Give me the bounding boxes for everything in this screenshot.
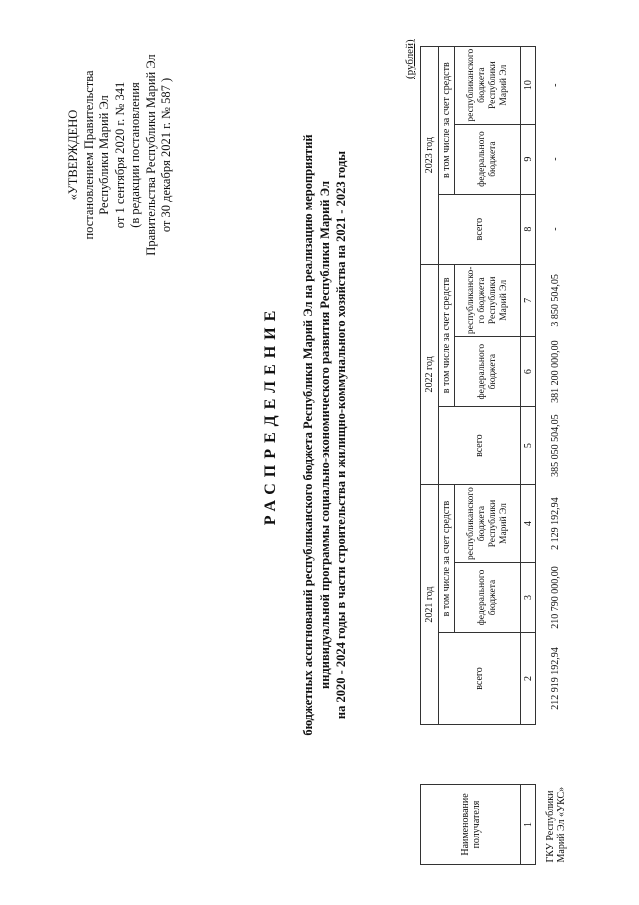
approval-line: Правительства Республики Марий Эл xyxy=(143,54,158,256)
row-value: 385 050 504,05 xyxy=(550,414,562,477)
table-row xyxy=(536,46,576,864)
row-recipient-name: ГКУ Республики Марий Эл «УКС» xyxy=(544,786,567,863)
header-republican-2023: республиканского бюджета Республики Марий Эл xyxy=(455,46,521,124)
header-year-2022: 2022 год xyxy=(421,264,439,485)
header-including-2023: в том числе за счет средств xyxy=(439,46,455,194)
header-republican-2021: республиканского бюджета Республики Марий Эл xyxy=(455,485,521,563)
col-number: 1 xyxy=(521,785,536,865)
header-year-2023: 2023 год xyxy=(421,46,439,264)
row-value: - xyxy=(550,227,562,231)
header-year-2021: 2021 год xyxy=(421,485,439,725)
header-including-2021: в том числе за счет средств xyxy=(439,485,455,633)
header-federal-2023: федерального бюджета xyxy=(455,124,521,194)
header-total-2022: всего xyxy=(439,407,521,485)
row-value: 210 790 000,00 xyxy=(550,566,562,629)
col-number: 2 xyxy=(521,633,536,725)
unit-label xyxy=(404,39,416,79)
row-value: 3 850 504,05 xyxy=(550,274,562,327)
col-number: 5 xyxy=(521,407,536,485)
document-subtitle xyxy=(300,5,350,865)
row-value: - xyxy=(550,157,562,161)
row-value: 212 919 192,94 xyxy=(550,647,562,710)
unit-text: (рублей) xyxy=(404,39,416,79)
header-total-2021: всего xyxy=(439,633,521,725)
header-total-2023: всего xyxy=(439,194,521,264)
approval-line: от 30 декабря 2021 г. № 587 ) xyxy=(159,77,173,233)
approval-block xyxy=(66,45,175,265)
approval-line: Республики Марий Эл xyxy=(97,95,111,215)
approval-line: (в редакции постановления xyxy=(128,82,142,228)
header-federal-2022: федерального бюджета xyxy=(455,337,521,407)
row-value: - xyxy=(550,83,562,87)
row-value: 2 129 192,94 xyxy=(550,497,562,550)
col-number: 4 xyxy=(521,485,536,563)
row-value: 381 200 000,00 xyxy=(550,340,562,403)
col-number: 7 xyxy=(521,264,536,337)
col-number: 3 xyxy=(521,563,536,633)
approval-line: «УТВЕРЖДЕНО xyxy=(66,109,80,201)
subtitle-line: индивидуальной программы социально-экономического развития Республики Марий Эл xyxy=(317,181,332,689)
col-number: 10 xyxy=(521,46,536,124)
allocation-table xyxy=(420,46,576,865)
document-heading: РАСПРЕДЕЛЕНИЕ xyxy=(262,304,279,526)
header-republican-2022: республиканско-го бюджета Республики Марий Эл xyxy=(455,264,521,337)
col-number: 9 xyxy=(521,124,536,194)
header-federal-2021: федерального бюджета xyxy=(455,563,521,633)
col-number: 6 xyxy=(521,337,536,407)
header-including-2022: в том числе за счет средств xyxy=(439,264,455,407)
header-recipient: Наименование получателя xyxy=(421,785,521,865)
col-number: 8 xyxy=(521,194,536,264)
approval-line: от 1 сентября 2020 г. № 341 xyxy=(112,81,127,229)
subtitle-line: бюджетных ассигнований республиканского бюджета Республики Марий Эл на реализацию мероприятий xyxy=(301,134,315,736)
subtitle-line: на 2020 - 2024 годы в части строительства и жилищно-коммунального хозяйства на 2021 - 2023 годы xyxy=(334,150,348,720)
approval-line: постановлением Правительства xyxy=(81,70,96,240)
